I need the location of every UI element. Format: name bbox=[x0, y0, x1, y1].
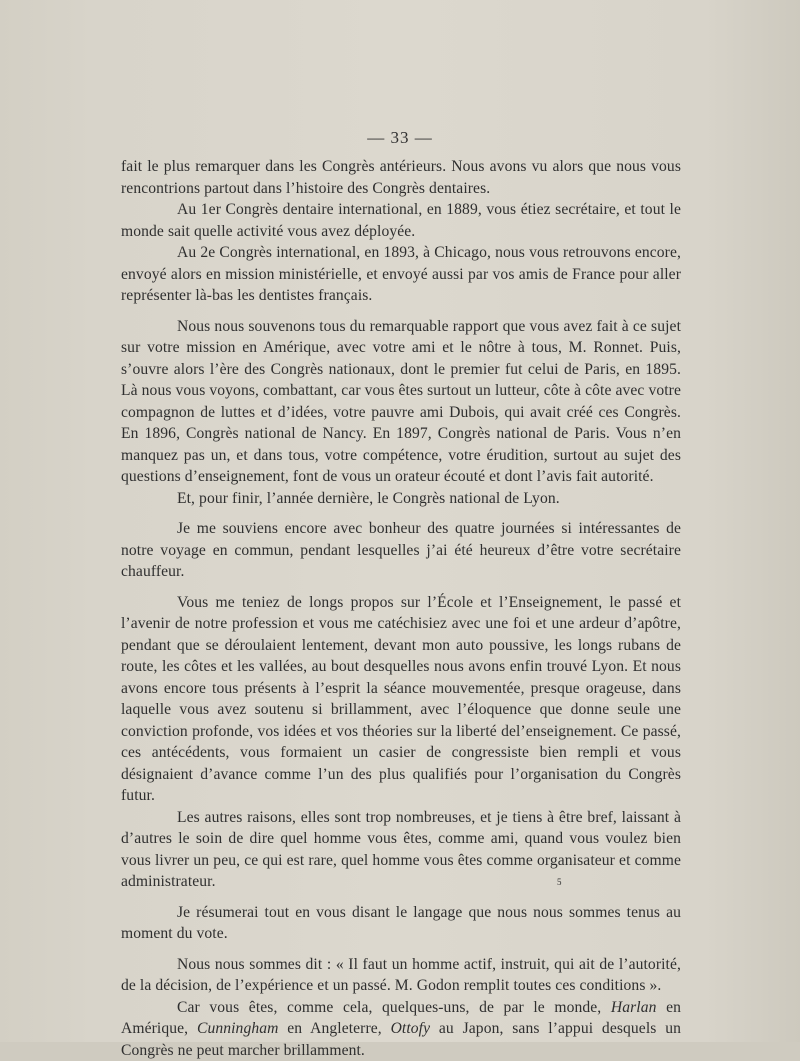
body-text bbox=[121, 156, 681, 1061]
paragraph-10: Nous nous sommes dit : « Il faut un homme actif, instruit, qui ait de l’autorité, de la décision, de l’expérience et un passé. M. Godon remplit toutes ces conditions ». bbox=[121, 954, 681, 997]
paragraph-2: Au 1er Congrès dentaire international, en 1889, vous étiez secrétaire, et tout le monde sait quelle activité vous avez déployée. bbox=[121, 199, 681, 242]
page-number: — 33 — bbox=[0, 128, 800, 148]
paragraph-1: fait le plus remarquer dans les Congrès antérieurs. Nous avons vu alors que nous vous rencontrions partout dans l’histoire des Congrès dentaires. bbox=[121, 156, 681, 199]
paragraph-9: Je résumerai tout en vous disant le langage que nous nous sommes tenus au moment du vote. bbox=[121, 902, 681, 945]
signature-mark: 5 bbox=[557, 877, 562, 887]
paragraph-11 bbox=[121, 997, 681, 1061]
name-cunningham: Cunningham bbox=[197, 1020, 279, 1037]
paragraph-6: Je me souviens encore avec bonheur des quatre journées si intéressantes de notre voyage en commun, pendant lesquelles j’ai été heureux d’être votre secrétaire chauffeur. bbox=[121, 518, 681, 583]
paragraph-11-text-3: en Angleterre, bbox=[279, 1020, 391, 1037]
paragraph-11-text-4: au Japon, sans l’appui desquels un Congrès ne peut marcher brillamment. bbox=[121, 1020, 681, 1059]
name-harlan: Harlan bbox=[611, 999, 657, 1016]
paragraph-11-text-1: Car vous êtes, comme cela, quelques-uns, de par le monde, bbox=[177, 999, 611, 1016]
name-ottofy: Ottofy bbox=[391, 1020, 431, 1037]
paragraph-4: Nous nous souvenons tous du remarquable rapport que vous avez fait à ce sujet sur votre mission en Amérique, avec votre ami et le nôtre à tous, M. Ronnet. Puis, s’ouvre alors l’ère des Congrès nationaux, dont le premier fut celui de Paris, en 1895. Là nous vous voyons, combattant, car vous êtes surtout un lutteur, côte à côte avec votre compagnon de luttes et d’idées, votre pauvre ami Dubois, qui avait créé ces Congrès. En 1896, Congrès national de Nancy. En 1897, Congrès national de Paris. Vous n’en manquez pas un, et dans tous, votre compétence, votre érudition, surtout au sujet des questions d’enseignement, font de vous un orateur écouté et dont l’avis fait autorité. bbox=[121, 316, 681, 488]
paragraph-7: Vous me teniez de longs propos sur l’École et l’Enseignement, le passé et l’avenir de notre profession et vous me catéchisiez avec une foi et une ardeur d’apôtre, pendant que se déroulaient lentement, devant mon auto poussive, les longs rubans de route, les côtes et les vallées, au bout desquelles nous avons enfin trouvé Lyon. Et nous avons encore tous présents à l’esprit la séance mouvementée, presque orageuse, dans laquelle vous avez soutenu si brillamment, avec l’éloquence que donne seule une conviction profonde, vos idées et vos théories sur la liberté del’enseignement. Ce passé, ces antécédents, vous formaient un casier de congressiste bien rempli et vous désignaient d’avance comme l’un des plus qualifiés pour l’organisation du Congrès futur. bbox=[121, 592, 681, 807]
paragraph-8: Les autres raisons, elles sont trop nombreuses, et je tiens à être bref, laissant à d’autres le soin de dire quel homme vous êtes, comme ami, quand vous voulez bien vous livrer un peu, ce qui est rare, quel homme vous êtes comme organisateur et comme administrateur. bbox=[121, 807, 681, 893]
paragraph-5: Et, pour finir, l’année dernière, le Congrès national de Lyon. bbox=[121, 488, 681, 510]
paragraph-3: Au 2e Congrès international, en 1893, à Chicago, nous vous retrouvons encore, envoyé alors en mission ministérielle, et envoyé aussi par vos amis de France pour aller représenter là-bas les dentistes français. bbox=[121, 242, 681, 307]
paragraph-11-text-2: en Amérique, bbox=[121, 999, 681, 1038]
